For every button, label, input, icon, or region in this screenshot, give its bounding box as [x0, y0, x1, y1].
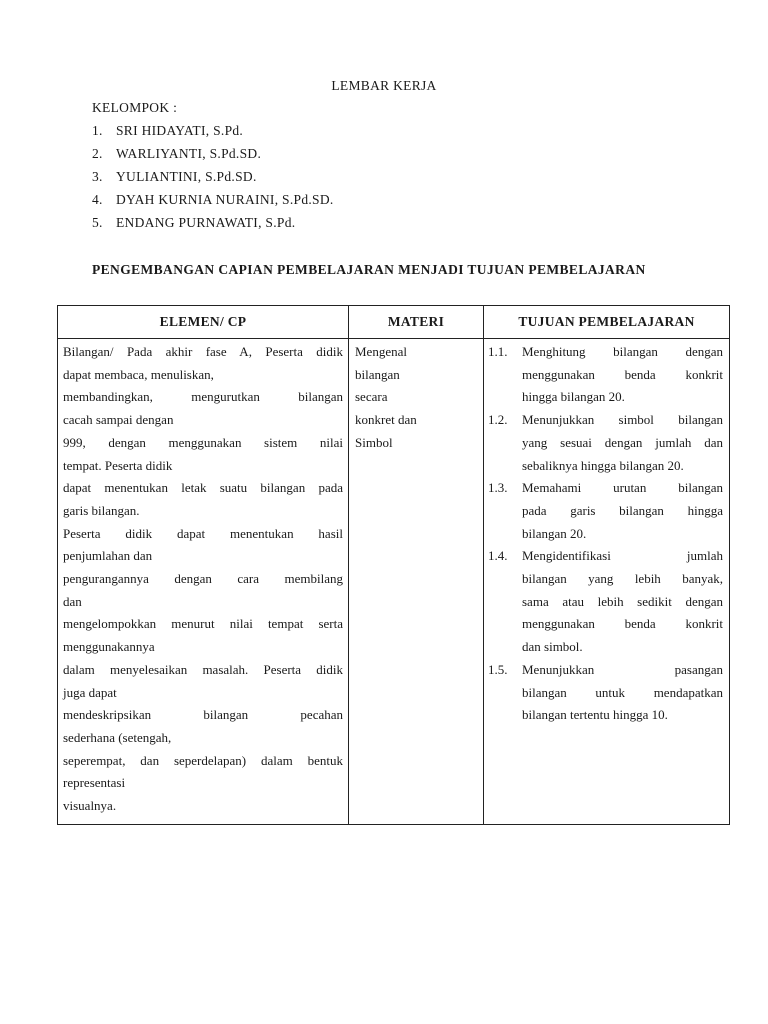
tujuan-item [488, 659, 723, 727]
materi-line: konkret dan [355, 412, 417, 428]
elemen-cp-line: dan [63, 593, 82, 609]
elemen-cp-line: sederhana (setengah, [63, 729, 172, 745]
elemen-cp-line: visualnya. [63, 798, 117, 814]
materi-line: secara [355, 389, 388, 405]
tujuan-line: menggunakan benda konkrit [522, 616, 723, 632]
member-item [92, 123, 334, 146]
member-name: YULIANTINI, S.Pd.SD. [116, 169, 257, 184]
elemen-cp-line: pengurangannya dengan cara membilang [63, 571, 343, 587]
materi-cell [349, 339, 484, 825]
header-elemen-cp: ELEMEN/ CP [58, 306, 349, 339]
table-row [58, 339, 730, 825]
tujuan-line: menggunakan benda konkrit [522, 366, 723, 382]
tujuan-line: Menunjukkan pasangan [522, 661, 723, 677]
group-label: KELOMPOK : [92, 100, 178, 115]
tujuan-cell [484, 339, 730, 825]
tujuan-line: Menghitung bilangan dengan [522, 344, 723, 359]
materi-line: Mengenal [355, 344, 407, 359]
member-number: 1. [92, 123, 103, 138]
member-list [92, 123, 334, 238]
tujuan-line: bilangan tertentu hingga 10. [522, 707, 668, 723]
elemen-cp-line: tempat. Peserta didik [63, 457, 173, 473]
tujuan-line: pada garis bilangan hingga [522, 502, 723, 518]
elemen-cp-line: Peserta didik dapat menentukan hasil [63, 525, 343, 541]
elemen-cp-line: seperempat, dan seperdelapan) dalam bentuk [63, 752, 343, 768]
member-item [92, 192, 334, 215]
elemen-cp-line: dapat menentukan letak suatu bilangan pada [63, 480, 343, 496]
tujuan-line: bilangan yang lebih banyak, [522, 571, 723, 587]
header-materi: MATERI [349, 306, 484, 339]
member-item [92, 215, 334, 238]
cp-tp-table [57, 305, 730, 825]
tujuan-line: sama atau lebih sedikit dengan [522, 593, 723, 609]
tujuan-item [488, 545, 723, 659]
member-item [92, 146, 334, 169]
table-header-row [58, 306, 730, 339]
header-tujuan-pembelajaran: TUJUAN PEMBELAJARAN [484, 306, 730, 339]
member-name: WARLIYANTI, S.Pd.SD. [116, 146, 262, 161]
tujuan-number: 1.1. [488, 344, 508, 359]
tujuan-line: Memahami urutan bilangan [522, 480, 723, 496]
tujuan-text [522, 341, 723, 409]
elemen-cp-line: cacah sampai dengan [63, 412, 174, 428]
tujuan-line: hingga bilangan 20. [522, 389, 625, 405]
tujuan-text [522, 477, 723, 545]
tujuan-line: sebaliknya hingga bilangan 20. [522, 457, 684, 473]
tujuan-text [522, 409, 723, 477]
tujuan-line: Menunjukkan simbol bilangan [522, 412, 723, 428]
member-number: 5. [92, 215, 103, 230]
elemen-cp-line: Bilangan/ Pada akhir fase A, Peserta didik [63, 344, 343, 359]
elemen-cp-line: dapat membaca, menuliskan, [63, 366, 214, 382]
member-name: DYAH KURNIA NURAINI, S.Pd.SD. [116, 192, 334, 207]
materi-line: Simbol [355, 434, 393, 450]
section-heading: PENGEMBANGAN CAPIAN PEMBELAJARAN MENJADI TUJUAN PEMBELAJARAN [92, 262, 646, 277]
member-number: 2. [92, 146, 103, 161]
elemen-cp-line: representasi [63, 775, 126, 791]
tujuan-line: yang sesuai dengan jumlah dan [522, 434, 723, 450]
document-title: LEMBAR KERJA [331, 78, 437, 93]
tujuan-number: 1.4. [488, 548, 508, 564]
tujuan-text [522, 659, 723, 727]
tujuan-text [522, 545, 723, 659]
tujuan-item [488, 341, 723, 409]
elemen-cp-cell [58, 339, 349, 825]
elemen-cp-line: mengelompokkan menurut nilai tempat serta [63, 616, 343, 632]
tujuan-item [488, 409, 723, 477]
tujuan-line: bilangan untuk mendapatkan [522, 684, 723, 700]
tujuan-number: 1.5. [488, 661, 508, 677]
member-name: ENDANG PURNAWATI, S.Pd. [116, 215, 296, 230]
elemen-cp-line: garis bilangan. [63, 502, 140, 518]
tujuan-number: 1.3. [488, 480, 508, 496]
elemen-cp-line: mendeskripsikan bilangan pecahan [63, 707, 343, 723]
member-item [92, 169, 334, 192]
member-number: 4. [92, 192, 103, 207]
member-name: SRI HIDAYATI, S.Pd. [116, 123, 244, 138]
member-number: 3. [92, 169, 103, 184]
elemen-cp-line: juga dapat [63, 684, 117, 700]
tujuan-line: Mengidentifikasi jumlah [522, 548, 723, 564]
tujuan-line: dan simbol. [522, 639, 583, 655]
elemen-cp-line: dalam menyelesaikan masalah. Peserta didik [63, 661, 343, 677]
elemen-cp-line: 999, dengan menggunakan sistem nilai [63, 434, 343, 450]
elemen-cp-line: membandingkan, mengurutkan bilangan [63, 389, 343, 405]
elemen-cp-line: penjumlahan dan [63, 548, 153, 564]
tujuan-item [488, 477, 723, 545]
elemen-cp-line: menggunakannya [63, 639, 155, 655]
tujuan-number: 1.2. [488, 412, 508, 428]
tujuan-line: bilangan 20. [522, 525, 587, 541]
materi-line: bilangan [355, 366, 400, 382]
